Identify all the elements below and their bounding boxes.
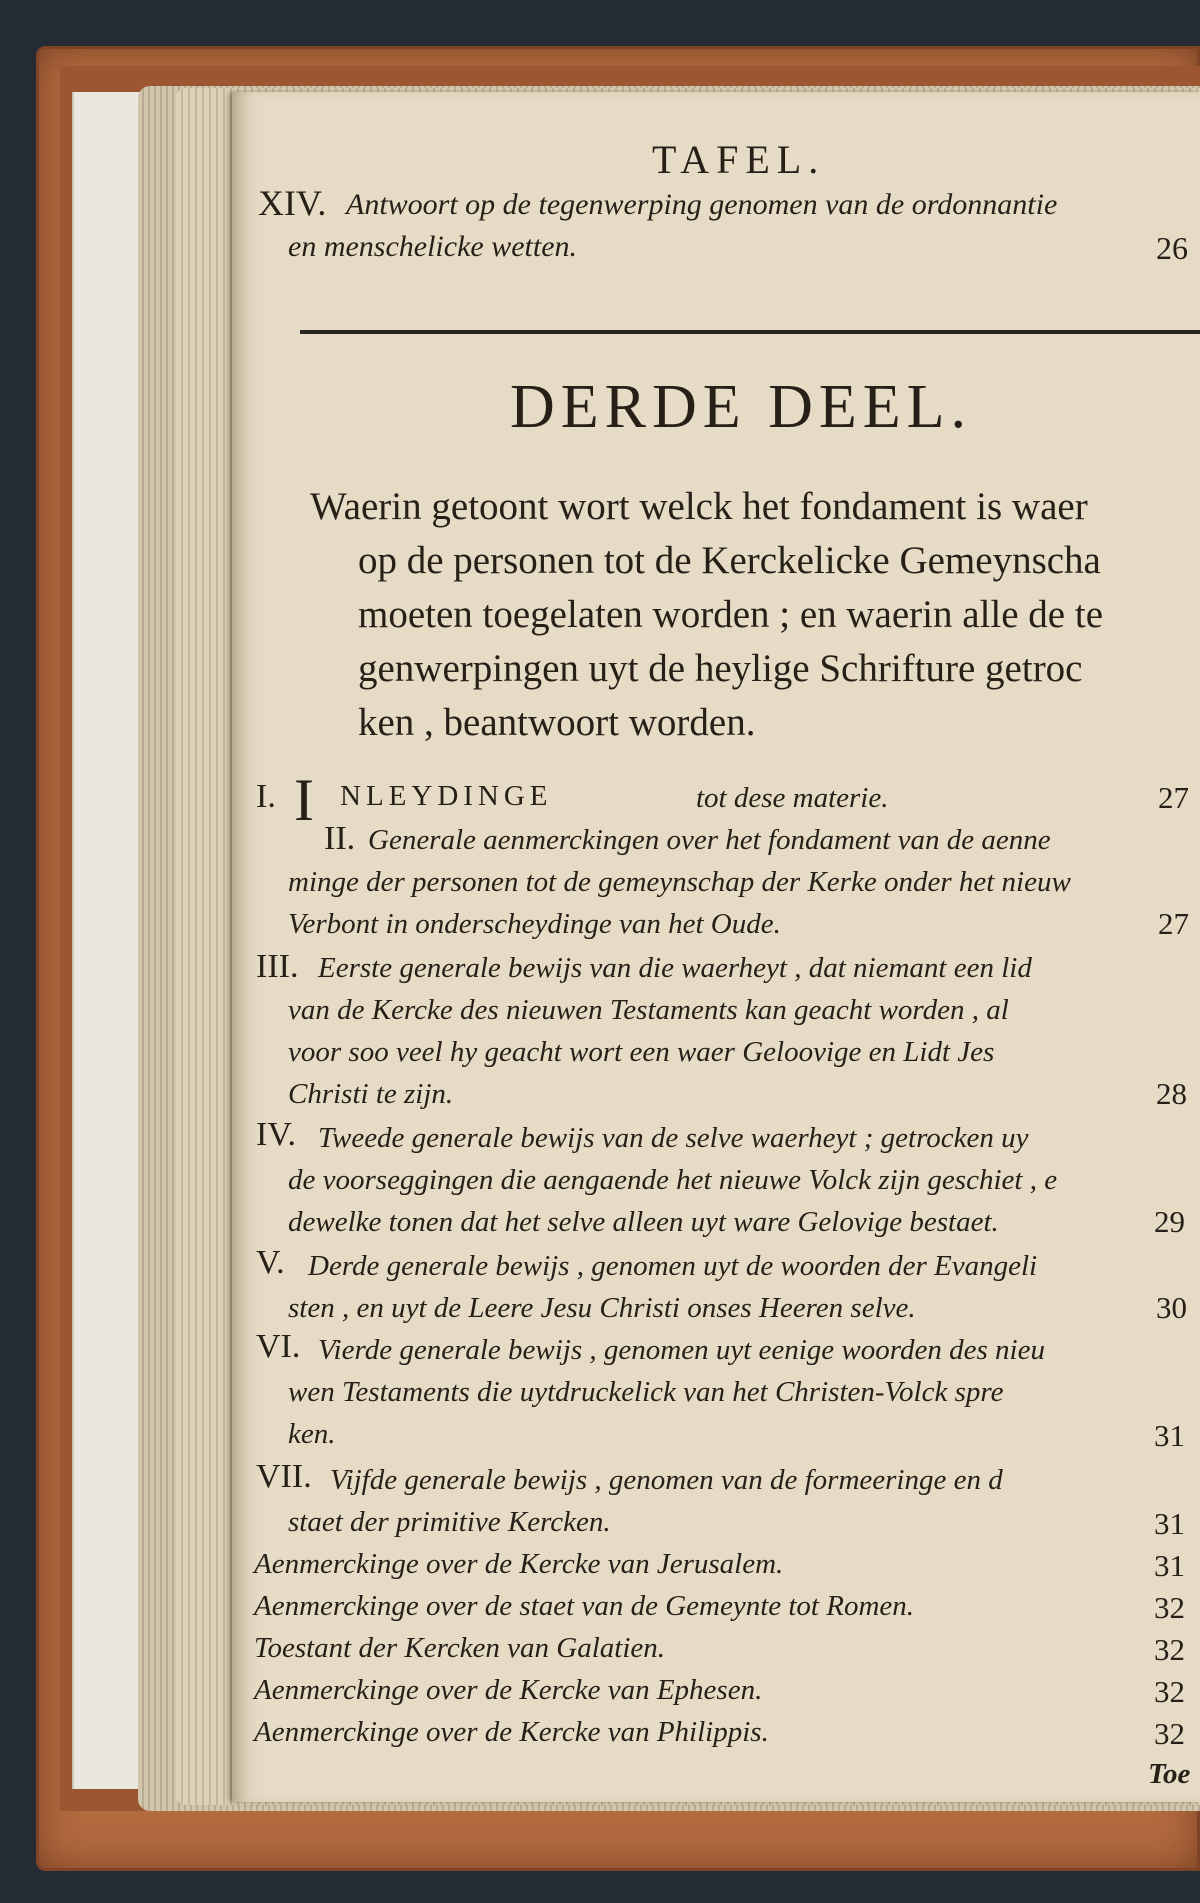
entry-text-line: Tweede generale bewijs van de selve waerheyt ; getrocken uy xyxy=(318,1122,1029,1154)
entry-text-line: Vijfde generale bewijs , genomen van de formeeringe en d xyxy=(330,1464,1003,1496)
entry-numeral: IV. xyxy=(256,1116,296,1153)
section-rule xyxy=(300,330,1200,334)
entry-text-line: Toestant der Kercken van Galatien. xyxy=(254,1632,666,1664)
entry-text-line: Christi te zijn. xyxy=(288,1078,454,1110)
entry-numeral: II. xyxy=(324,820,356,857)
entry-text-line: Aenmerckinge over de staet van de Gemeynte tot Romen. xyxy=(254,1590,915,1622)
page-number: 27 xyxy=(1158,906,1189,941)
entry-text-line: en menschelicke wetten. xyxy=(288,230,578,263)
entry-numeral: V. xyxy=(256,1244,285,1281)
page-number: 26 xyxy=(1156,230,1188,266)
drop-capital: I xyxy=(294,767,314,833)
entry-numeral: I. xyxy=(256,778,276,815)
entry-numeral: XIV. xyxy=(258,183,327,223)
entry-text-line: Eerste generale bewijs van die waerheyt , dat niemant een lid xyxy=(318,952,1032,984)
entry-text-line: Generale aenmerckingen over het fondament van de aenne xyxy=(368,824,1051,856)
entry-text-line: wen Testaments die uytdruckelick van het Christen-Volck spre xyxy=(288,1376,1004,1408)
intro-line: op de personen tot de Kerckelicke Gemeynscha xyxy=(358,539,1101,582)
entry-text-line: ken. xyxy=(288,1418,336,1450)
entry-text-line: sten , en uyt de Leere Jesu Christi onses Heeren selve. xyxy=(288,1292,916,1324)
entry-text-line: van de Kercke des nieuwen Testaments kan geacht worden , al xyxy=(288,994,1009,1026)
entry-text-line: Verbont in onderscheydinge van het Oude. xyxy=(288,908,781,940)
entry-text-line: Aenmerckinge over de Kercke van Jerusalem. xyxy=(254,1548,784,1580)
entry-text-line: tot dese materie. xyxy=(696,782,889,814)
entry-text-line: Vierde generale bewijs , genomen uyt eenige woorden des nieu xyxy=(318,1334,1045,1366)
intro-line: moeten toegelaten worden ; en waerin alle de te xyxy=(358,593,1103,636)
entry-numeral: VII. xyxy=(256,1458,312,1495)
page-number: 31 xyxy=(1154,1418,1185,1453)
page-number: 32 xyxy=(1154,1632,1185,1667)
entry-text-line: Antwoort op de tegenwerping genomen van de ordonnantie xyxy=(346,188,1058,221)
intro-line: genwerpingen uyt de heylige Schrifture getroc xyxy=(358,647,1083,690)
catchword: Toe xyxy=(1148,1758,1191,1790)
intro-line: Waerin getoont wort welck het fondament is waer xyxy=(310,485,1088,528)
entry-text-line: staet der primitive Kercken. xyxy=(288,1506,611,1538)
running-header: TAFEL. xyxy=(652,137,826,182)
page-number: 31 xyxy=(1154,1506,1185,1541)
entry-text-line: Derde generale bewijs , genomen uyt de woorden der Evangeli xyxy=(308,1250,1038,1282)
entry-text-line: dewelke tonen dat het selve alleen uyt ware Gelovige bestaet. xyxy=(288,1206,999,1238)
intro-line: ken , beantwoort worden. xyxy=(358,701,756,744)
page-number: 31 xyxy=(1154,1548,1185,1583)
page-number: 28 xyxy=(1156,1076,1187,1111)
entry-smallcaps: NLEYDINGE xyxy=(340,780,553,812)
entry-text-line: voor soo veel hy geacht wort een waer Geloovige en Lidt Jes xyxy=(288,1036,995,1068)
entry-numeral: VI. xyxy=(256,1328,301,1365)
page-number: 27 xyxy=(1158,780,1189,815)
entry-text-line: Aenmerckinge over de Kercke van Ephesen. xyxy=(254,1674,763,1706)
book-page xyxy=(232,92,1200,1802)
entry-numeral: III. xyxy=(256,948,299,985)
entry-text-line: minge der personen tot de gemeynschap der Kerke onder het nieuw xyxy=(288,866,1071,898)
page-number: 30 xyxy=(1156,1290,1187,1325)
page-number: 29 xyxy=(1154,1204,1185,1239)
entry-text-line: de voorseggingen die aengaende het nieuwe Volck zijn geschiet , e xyxy=(288,1164,1058,1196)
entry-text-line: Aenmerckinge over de Kercke van Philippis. xyxy=(254,1716,769,1748)
page-number: 32 xyxy=(1154,1716,1185,1751)
section-title: DERDE DEEL. xyxy=(510,373,973,441)
page-number: 32 xyxy=(1154,1590,1185,1625)
page-number: 32 xyxy=(1154,1674,1185,1709)
